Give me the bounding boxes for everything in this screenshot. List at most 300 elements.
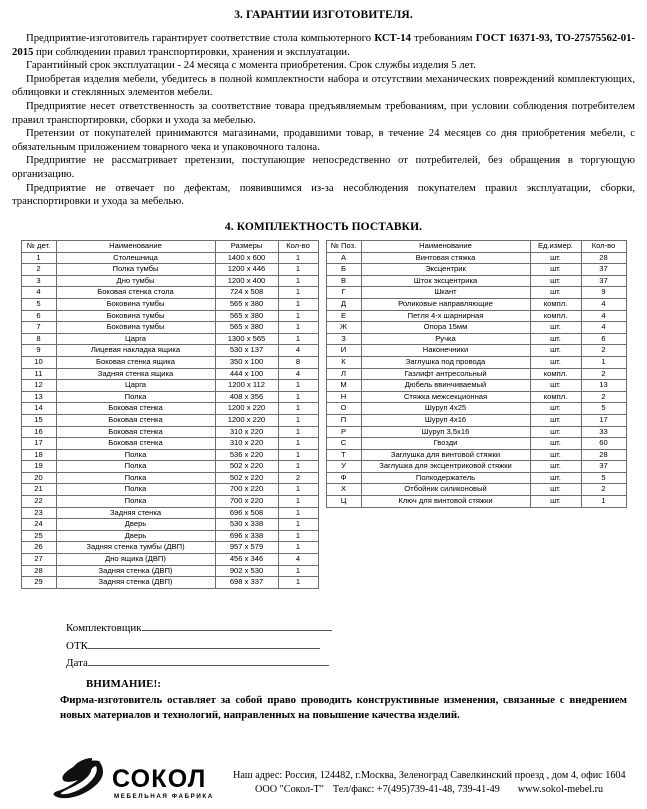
section-title-warranty: 3. ГАРАНТИИ ИЗГОТОВИТЕЛЯ. — [234, 9, 413, 21]
cell-part-size: 700 x 220 — [215, 496, 278, 508]
sokol-logo — [52, 758, 227, 808]
table-row — [21, 461, 318, 473]
cell-fitting-name: Гвозди — [361, 438, 530, 450]
cell-part-number: 20 — [21, 472, 56, 484]
signature-label-date: Дата — [66, 657, 88, 669]
cell-unit: шт. — [530, 252, 581, 264]
signature-label-qc: ОТК — [66, 639, 88, 652]
cell-part-qty: 1 — [278, 287, 318, 299]
cell-fitting-name: Полкодержатель — [361, 472, 530, 484]
cell-part-name: Полка тумбы — [56, 264, 215, 276]
cell-fitting-qty: 60 — [581, 438, 626, 450]
cell-part-qty: 1 — [278, 426, 318, 438]
cell-fitting-qty: 4 — [581, 322, 626, 334]
column-header-position: № Поз. — [326, 241, 361, 253]
cell-part-name: Боковая стенка ящика — [56, 356, 215, 368]
cell-fitting-name: Заглушка под провода — [361, 356, 530, 368]
document-page — [0, 9, 647, 809]
cell-part-size: 1200 x 400 — [215, 275, 278, 287]
cell-part-name: Дно тумбы — [56, 275, 215, 287]
cell-part-number: 21 — [21, 484, 56, 496]
cell-fitting-name: Наконечники — [361, 345, 530, 357]
cell-part-size: 1200 x 220 — [215, 414, 278, 426]
cell-unit: компл. — [530, 391, 581, 403]
footer-phone: Тел/факс: +7(495)739-41-48, 739-41-49 — [332, 784, 500, 795]
column-header-fitting-qty: Кол-во — [581, 241, 626, 253]
cell-unit: шт. — [530, 380, 581, 392]
cell-fitting-qty: 2 — [581, 391, 626, 403]
cell-part-size: 957 x 579 — [215, 542, 278, 554]
cell-part-qty: 1 — [278, 391, 318, 403]
cell-part-qty: 1 — [278, 264, 318, 276]
cell-part-number: 11 — [21, 368, 56, 380]
product-model: КСТ-14 — [374, 32, 411, 44]
table-row — [21, 496, 318, 508]
column-header-part-size: Размеры — [215, 241, 278, 253]
cell-position: Б — [326, 264, 361, 276]
cell-part-number: 26 — [21, 542, 56, 554]
cell-part-name: Задняя стенка тумбы (ДВП) — [56, 542, 215, 554]
table-row — [21, 472, 318, 484]
cell-position: Л — [326, 368, 361, 380]
cell-part-size: 1300 x 565 — [215, 333, 278, 345]
warranty-paragraph-4: Предприятие несет ответственность за соответствие товара предъявляемым требованиям, при условии соблюдения потребителем правил транспортировки, сборки и ухода за мебелью. — [12, 99, 635, 126]
table-row — [326, 333, 626, 345]
cell-part-name: Задняя стенка ящика — [56, 368, 215, 380]
table-row — [326, 438, 626, 450]
cell-part-qty: 1 — [278, 530, 318, 542]
cell-part-qty: 2 — [278, 472, 318, 484]
cell-fitting-name: Отбойник силиконовый — [361, 484, 530, 496]
cell-part-size: 1200 x 446 — [215, 264, 278, 276]
cell-part-size: 902 x 530 — [215, 565, 278, 577]
table-row — [326, 252, 626, 264]
cell-fitting-name: Стяжка межсекционная — [361, 391, 530, 403]
cell-part-number: 27 — [21, 554, 56, 566]
column-header-part-qty: Кол-во — [278, 241, 318, 253]
cell-fitting-name: Шуруп 4х16 — [361, 414, 530, 426]
table-row — [21, 322, 318, 334]
signature-label-packer: Комплектовщик — [66, 622, 142, 634]
cell-part-name: Дно ящика (ДВП) — [56, 554, 215, 566]
cell-position: Д — [326, 298, 361, 310]
table-row — [326, 472, 626, 484]
cell-unit: шт. — [530, 275, 581, 287]
cell-part-qty: 1 — [278, 449, 318, 461]
cell-part-number: 29 — [21, 577, 56, 589]
table-row — [21, 345, 318, 357]
cell-position: Т — [326, 449, 361, 461]
cell-part-size: 408 x 356 — [215, 391, 278, 403]
cell-part-number: 8 — [21, 333, 56, 345]
cell-fitting-qty: 28 — [581, 252, 626, 264]
cell-part-qty: 1 — [278, 298, 318, 310]
cell-fitting-qty: 37 — [581, 461, 626, 473]
cell-fitting-qty: 1 — [581, 496, 626, 508]
cell-part-qty: 1 — [278, 461, 318, 473]
column-header-part-name: Наименование — [56, 241, 215, 253]
cell-fitting-qty: 37 — [581, 275, 626, 287]
table-row — [21, 438, 318, 450]
cell-position: Ц — [326, 496, 361, 508]
cell-part-name: Полка — [56, 449, 215, 461]
cell-part-size: 310 x 220 — [215, 438, 278, 450]
cell-unit: компл. — [530, 298, 581, 310]
sokol-swoosh-icon — [52, 758, 112, 804]
standard-reference: ГОСТ 16371-93, ТО-27575562-01-2015 — [12, 32, 635, 58]
cell-part-number: 6 — [21, 310, 56, 322]
cell-part-name: Боковина тумбы — [56, 298, 215, 310]
cell-part-qty: 1 — [278, 507, 318, 519]
cell-position: А — [326, 252, 361, 264]
cell-part-name: Боковина тумбы — [56, 310, 215, 322]
table-row — [21, 530, 318, 542]
cell-part-size: 700 x 220 — [215, 484, 278, 496]
cell-part-name: Боковая стенка — [56, 403, 215, 415]
cell-unit: компл. — [530, 368, 581, 380]
cell-position: К — [326, 356, 361, 368]
cell-part-qty: 1 — [278, 380, 318, 392]
cell-part-name: Задняя стенка (ДВП) — [56, 565, 215, 577]
table-row — [326, 403, 626, 415]
cell-unit: шт. — [530, 322, 581, 334]
table-row — [21, 264, 318, 276]
warranty-text-block — [12, 32, 635, 209]
signature-row-date — [66, 654, 332, 672]
cell-part-size: 310 x 220 — [215, 426, 278, 438]
cell-fitting-name: Заглушка для винтовой стяжки — [361, 449, 530, 461]
table-row — [326, 322, 626, 334]
table-row — [21, 403, 318, 415]
cell-part-qty: 1 — [278, 484, 318, 496]
cell-part-qty: 4 — [278, 554, 318, 566]
cell-part-name: Боковая стенка — [56, 438, 215, 450]
table-row — [21, 287, 318, 299]
cell-part-qty: 1 — [278, 565, 318, 577]
footer-website: www.sokol-mebel.ru — [517, 784, 604, 795]
cell-part-number: 2 — [21, 264, 56, 276]
cell-part-number: 15 — [21, 414, 56, 426]
cell-part-name: Царга — [56, 380, 215, 392]
cell-part-name: Дверь — [56, 519, 215, 531]
cell-part-name: Задняя стенка — [56, 507, 215, 519]
cell-part-size: 1200 x 112 — [215, 380, 278, 392]
table-row — [21, 565, 318, 577]
logo-tagline: МЕБЕЛЬНАЯ ФАБРИКА — [114, 793, 214, 800]
cell-fitting-name: Ключ для винтовой стяжки — [361, 496, 530, 508]
warranty-paragraph-1 — [12, 32, 635, 59]
attention-title: ВНИМАНИЕ!: — [86, 678, 162, 690]
cell-part-number: 14 — [21, 403, 56, 415]
cell-part-name: Столешница — [56, 252, 215, 264]
signature-row-qc — [66, 637, 332, 655]
table-row — [21, 333, 318, 345]
cell-part-number: 18 — [21, 449, 56, 461]
cell-position: М — [326, 380, 361, 392]
cell-part-name: Боковая стенка — [56, 414, 215, 426]
table-row — [21, 310, 318, 322]
table-row — [21, 577, 318, 589]
cell-part-number: 7 — [21, 322, 56, 334]
table-row — [326, 426, 626, 438]
cell-position: Р — [326, 426, 361, 438]
signature-row-packer — [66, 619, 332, 637]
table-row — [326, 449, 626, 461]
cell-fitting-name: Газлифт антресольный — [361, 368, 530, 380]
cell-part-name: Полка — [56, 496, 215, 508]
cell-part-qty: 1 — [278, 542, 318, 554]
table-row — [21, 507, 318, 519]
table-row — [21, 414, 318, 426]
cell-part-size: 724 x 508 — [215, 287, 278, 299]
table-header-row — [326, 241, 626, 253]
cell-fitting-name: Эксцентрик — [361, 264, 530, 276]
cell-part-name: Боковая стенка стола — [56, 287, 215, 299]
cell-part-size: 456 x 346 — [215, 554, 278, 566]
cell-part-name: Полка — [56, 461, 215, 473]
cell-position: В — [326, 275, 361, 287]
table-row — [326, 496, 626, 508]
cell-part-number: 5 — [21, 298, 56, 310]
footer-contact-line — [233, 783, 626, 797]
table-row — [326, 264, 626, 276]
cell-part-size: 696 x 338 — [215, 530, 278, 542]
table-row — [21, 298, 318, 310]
cell-part-size: 565 x 380 — [215, 310, 278, 322]
cell-fitting-qty: 17 — [581, 414, 626, 426]
cell-fitting-qty: 33 — [581, 426, 626, 438]
table-row — [326, 484, 626, 496]
cell-part-name: Полка — [56, 484, 215, 496]
warranty-p1-part-a: Предприятие-изготовитель гарантирует соответствие стола компьютерного — [26, 32, 375, 44]
table-row — [326, 368, 626, 380]
cell-part-number: 9 — [21, 345, 56, 357]
cell-unit: компл. — [530, 310, 581, 322]
cell-part-number: 10 — [21, 356, 56, 368]
signature-field-date[interactable] — [88, 654, 329, 666]
cell-part-qty: 1 — [278, 414, 318, 426]
cell-part-qty: 1 — [278, 322, 318, 334]
table-row — [21, 275, 318, 287]
signature-field-packer[interactable] — [142, 619, 332, 631]
table-row — [21, 252, 318, 264]
cell-part-size: 565 x 380 — [215, 322, 278, 334]
cell-part-qty: 1 — [278, 577, 318, 589]
cell-position: С — [326, 438, 361, 450]
cell-unit: шт. — [530, 287, 581, 299]
cell-part-number: 19 — [21, 461, 56, 473]
table-row — [326, 287, 626, 299]
cell-part-size: 444 x 100 — [215, 368, 278, 380]
table-row — [21, 554, 318, 566]
cell-position: Н — [326, 391, 361, 403]
table-row — [326, 356, 626, 368]
table-row — [21, 484, 318, 496]
table-row — [21, 426, 318, 438]
cell-unit: шт. — [530, 438, 581, 450]
cell-part-size: 696 x 508 — [215, 507, 278, 519]
cell-part-number: 13 — [21, 391, 56, 403]
cell-part-number: 1 — [21, 252, 56, 264]
cell-part-size: 1400 x 600 — [215, 252, 278, 264]
table-row — [21, 519, 318, 531]
cell-fitting-name: Шуруп 3,5х16 — [361, 426, 530, 438]
cell-fitting-name: Петля 4-х шарнирная — [361, 310, 530, 322]
cell-fitting-qty: 5 — [581, 472, 626, 484]
cell-unit: шт. — [530, 333, 581, 345]
cell-part-qty: 1 — [278, 310, 318, 322]
cell-position: Ф — [326, 472, 361, 484]
cell-fitting-name: Дюбель ввинчиваемый — [361, 380, 530, 392]
cell-position: У — [326, 461, 361, 473]
cell-fitting-name: Шуруп 4х25 — [361, 403, 530, 415]
cell-position: З — [326, 333, 361, 345]
table-row — [21, 542, 318, 554]
cell-fitting-name: Роликовые направляющие — [361, 298, 530, 310]
cell-part-qty: 4 — [278, 345, 318, 357]
cell-fitting-qty: 2 — [581, 345, 626, 357]
column-header-fitting-name: Наименование — [361, 241, 530, 253]
cell-part-qty: 4 — [278, 368, 318, 380]
table-row — [326, 380, 626, 392]
cell-fitting-name: Шкант — [361, 287, 530, 299]
cell-fitting-name: Винтовая стяжка — [361, 252, 530, 264]
cell-fitting-qty: 2 — [581, 484, 626, 496]
warranty-paragraph-7: Предприятие не отвечает по дефектам, появившимся из-за несоблюдения покупателем правил эксплуатации, сборки, транспортировки и ухода за мебелью. — [12, 181, 635, 208]
cell-part-qty: 1 — [278, 333, 318, 345]
warranty-p1-part-b: требованиям — [410, 32, 476, 44]
cell-fitting-qty: 5 — [581, 403, 626, 415]
column-header-unit: Ед.измер. — [530, 241, 581, 253]
section-title-completeness: 4. КОМПЛЕКТНОСТЬ ПОСТАВКИ. — [224, 221, 423, 233]
cell-unit: шт. — [530, 461, 581, 473]
cell-fitting-name: Заглушка для эксцентриковой стяжки — [361, 461, 530, 473]
cell-part-name: Боковина тумбы — [56, 322, 215, 334]
cell-part-number: 24 — [21, 519, 56, 531]
cell-part-size: 502 x 220 — [215, 472, 278, 484]
cell-position: О — [326, 403, 361, 415]
page-footer — [0, 757, 647, 809]
cell-part-qty: 1 — [278, 519, 318, 531]
attention-block — [12, 677, 635, 723]
cell-fitting-qty: 6 — [581, 333, 626, 345]
cell-part-size: 502 x 220 — [215, 461, 278, 473]
cell-part-number: 12 — [21, 380, 56, 392]
cell-position: И — [326, 345, 361, 357]
cell-position: П — [326, 414, 361, 426]
table-row — [326, 310, 626, 322]
cell-part-number: 25 — [21, 530, 56, 542]
cell-position: Е — [326, 310, 361, 322]
cell-unit: шт. — [530, 345, 581, 357]
cell-part-qty: 1 — [278, 496, 318, 508]
cell-part-name: Дверь — [56, 530, 215, 542]
cell-part-number: 22 — [21, 496, 56, 508]
cell-fitting-qty: 37 — [581, 264, 626, 276]
cell-part-number: 17 — [21, 438, 56, 450]
cell-part-size: 1200 x 220 — [215, 403, 278, 415]
table-row — [326, 345, 626, 357]
table-row — [326, 275, 626, 287]
cell-fitting-name: Ручка — [361, 333, 530, 345]
cell-position: Г — [326, 287, 361, 299]
cell-unit: шт. — [530, 356, 581, 368]
signature-field-qc[interactable] — [88, 637, 320, 649]
table-row — [326, 298, 626, 310]
signature-block — [66, 619, 332, 672]
cell-part-name: Боковая стенка — [56, 426, 215, 438]
cell-part-name: Царга — [56, 333, 215, 345]
column-header-part-number: № дет. — [21, 241, 56, 253]
cell-part-number: 16 — [21, 426, 56, 438]
cell-unit: шт. — [530, 449, 581, 461]
cell-part-qty: 1 — [278, 403, 318, 415]
cell-unit: шт. — [530, 472, 581, 484]
cell-part-size: 530 x 137 — [215, 345, 278, 357]
cell-fitting-qty: 28 — [581, 449, 626, 461]
table-row — [21, 368, 318, 380]
cell-part-name: Полка — [56, 472, 215, 484]
cell-fitting-qty: 13 — [581, 380, 626, 392]
cell-part-size: 536 x 220 — [215, 449, 278, 461]
cell-part-size: 565 x 380 — [215, 298, 278, 310]
table-row — [326, 391, 626, 403]
cell-unit: шт. — [530, 426, 581, 438]
cell-fitting-qty: 4 — [581, 310, 626, 322]
cell-unit: шт. — [530, 496, 581, 508]
footer-company: ООО "Сокол-Т" — [255, 784, 324, 795]
fittings-table — [326, 240, 627, 508]
cell-fitting-qty: 4 — [581, 298, 626, 310]
cell-fitting-qty: 1 — [581, 356, 626, 368]
warranty-paragraph-2: Гарантийный срок эксплуатации - 24 месяца с момента приобретения. Срок службы изделия 5 лет. — [26, 59, 476, 72]
cell-part-qty: 1 — [278, 438, 318, 450]
cell-fitting-name: Опора 15мм — [361, 322, 530, 334]
cell-fitting-name: Шток эксцентрика — [361, 275, 530, 287]
cell-fitting-qty: 9 — [581, 287, 626, 299]
cell-unit: шт. — [530, 484, 581, 496]
table-header-row — [21, 241, 318, 253]
cell-part-size: 530 x 338 — [215, 519, 278, 531]
cell-part-name: Полка — [56, 391, 215, 403]
warranty-paragraph-6: Предприятие не рассматривает претензии, поступающие непосредственно от потребителей, без обращения в торгующую организацию. — [12, 154, 635, 180]
cell-position: Х — [326, 484, 361, 496]
cell-part-qty: 1 — [278, 275, 318, 287]
table-row — [21, 391, 318, 403]
parts-table — [21, 240, 319, 589]
attention-body: Фирма-изготовитель оставляет за собой право проводить конструктивные изменения, связанные с внедрением новых материалов и технологий, направленных на повышение качества изделий. — [60, 694, 627, 721]
table-row — [326, 414, 626, 426]
cell-part-number: 4 — [21, 287, 56, 299]
logo-wordmark: СОКОЛ — [112, 765, 207, 793]
cell-part-qty: 1 — [278, 252, 318, 264]
warranty-paragraph-3: Приобретая изделия мебели, убедитесь в полной комплектности набора и отсутствии механических повреждений комплектующих, облицовки и стеклянных элементов мебели. — [12, 72, 635, 99]
cell-part-size: 350 x 100 — [215, 356, 278, 368]
warranty-p1-part-c: при соблюдении правил транспортировки, хранения и эксплуатации. — [33, 45, 350, 58]
cell-part-number: 3 — [21, 275, 56, 287]
cell-part-name: Лицевая накладка ящика — [56, 345, 215, 357]
warranty-paragraph-5: Претензии от покупателей принимаются магазинами, продавшими товар, в течение 24 месяцев со дня приобретения мебели, с обязательным приложением товарного чека и упаковочного талона. — [12, 127, 635, 153]
table-row — [21, 356, 318, 368]
cell-unit: шт. — [530, 264, 581, 276]
cell-part-size: 698 x 337 — [215, 577, 278, 589]
cell-part-name: Задняя стенка (ДВП) — [56, 577, 215, 589]
cell-part-number: 23 — [21, 507, 56, 519]
tables-container — [0, 240, 647, 589]
footer-address: Наш адрес: Россия, 124482, г.Москва, Зеленоград Савелкинский проезд , дом 4, офис 1604 — [233, 770, 626, 781]
table-row — [21, 380, 318, 392]
cell-unit: шт. — [530, 414, 581, 426]
